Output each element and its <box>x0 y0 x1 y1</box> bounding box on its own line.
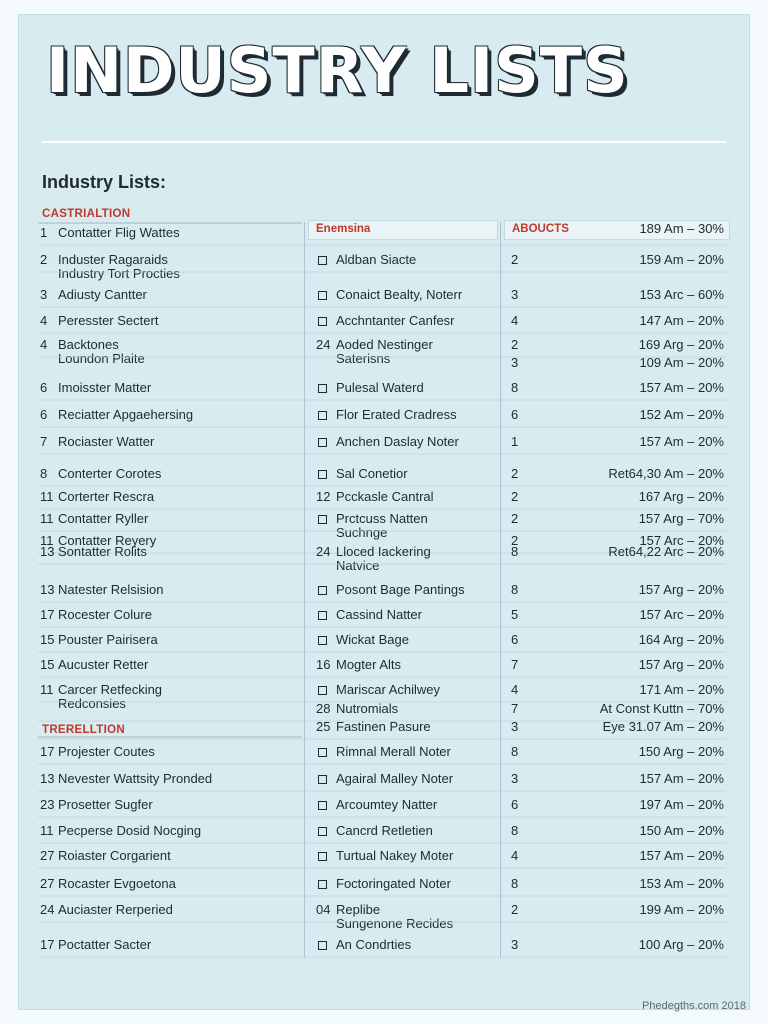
row-divider <box>38 356 726 358</box>
checkbox-icon[interactable] <box>318 827 327 836</box>
row-number: 13 <box>40 544 55 559</box>
row-qty-secondary: 3 <box>511 355 519 370</box>
row-number: 6 <box>40 407 48 422</box>
page-title: INDUSTRY LISTS <box>46 34 629 107</box>
row-name-secondary: Redconsies <box>58 696 126 711</box>
row-item: Pcckasle Cantral <box>336 489 434 504</box>
row-item: Mariscar Achilwey <box>336 682 441 697</box>
row-name: Poctatter Sacter <box>58 937 152 952</box>
row-name: Imoisster Matter <box>58 380 152 395</box>
row-value: 157 Arg – 20% <box>638 582 724 597</box>
row-value: Ret64,30 Am – 20% <box>608 466 724 481</box>
row-value: 157 Arg – 70% <box>638 511 724 526</box>
row-number: 27 <box>40 876 55 891</box>
row-qty: 8 <box>511 380 519 395</box>
row-qty: 8 <box>511 823 519 838</box>
row-value: 199 Am – 20% <box>639 902 724 917</box>
row-qty: 2 <box>511 489 519 504</box>
row-value: 150 Arg – 20% <box>638 744 724 759</box>
row-item-secondary: Natvice <box>336 558 380 573</box>
row-code: 04 <box>316 902 331 917</box>
row-number: 11 <box>40 682 54 697</box>
row-number: 11 <box>40 489 54 504</box>
row-number: 7 <box>40 434 48 449</box>
row-qty: 7 <box>511 701 519 716</box>
row-name: Nevester Wattsity Pronded <box>58 771 213 786</box>
row-name: Reciatter Apgaehersing <box>58 407 194 422</box>
row-divider <box>38 816 726 818</box>
row-name: Carcer Retfecking <box>58 682 163 697</box>
row-name: Pecperse Dosid Nocging <box>58 823 202 838</box>
row-item: Pulesal Waterd <box>336 380 424 395</box>
title-divider <box>42 141 726 143</box>
row-name: Peresster Sectert <box>58 313 159 328</box>
row-item: Agairal Malley Noter <box>336 771 454 786</box>
footer-credit: Phedegths.com 2018 <box>642 1000 746 1012</box>
row-number: 11 <box>40 823 54 838</box>
row-divider <box>38 601 726 603</box>
row-qty: 2 <box>511 337 519 352</box>
row-value: 150 Am – 20% <box>639 823 724 838</box>
row-number: 11 <box>40 511 54 526</box>
row-qty: 1 <box>511 434 519 449</box>
row-item: Wickat Bage <box>336 632 409 647</box>
row-number: 17 <box>40 937 55 952</box>
row-name: Contatter Ryller <box>58 511 149 526</box>
page-subtitle: Industry Lists: <box>42 172 167 192</box>
row-item: Flor Erated Cradress <box>336 407 457 422</box>
row-divider <box>38 485 726 487</box>
row-item: Posont Bage Pantings <box>336 582 465 597</box>
row-qty: 8 <box>511 744 519 759</box>
header-right: ABOUCTS <box>512 223 569 235</box>
checkbox-icon[interactable] <box>318 470 327 479</box>
row-qty: 8 <box>511 582 519 597</box>
row-value: 100 Arg – 20% <box>638 937 724 952</box>
row-divider <box>38 508 726 510</box>
row-number: 13 <box>40 582 55 597</box>
row-qty: 6 <box>511 407 519 422</box>
checkbox-icon[interactable] <box>318 411 327 420</box>
row-item: Arcoumtey Natter <box>336 797 438 812</box>
row-number: 17 <box>40 607 55 622</box>
row-item: Anchen Daslay Noter <box>336 434 459 449</box>
header-rule <box>38 222 302 224</box>
row-item: Cassind Natter <box>336 607 422 622</box>
row-name: Contatter Flig Wattes <box>58 225 180 240</box>
row-qty: 7 <box>511 657 519 672</box>
row-number: 24 <box>40 902 55 917</box>
row-code: 24 <box>316 337 331 352</box>
row-divider <box>38 676 726 678</box>
row-value: 153 Am – 20% <box>639 876 724 891</box>
checkbox-icon[interactable] <box>318 611 327 620</box>
row-value: 171 Am – 20% <box>639 682 724 697</box>
row-divider <box>38 651 726 653</box>
row-item: Replibe <box>336 902 381 917</box>
row-value: 164 Arg – 20% <box>638 632 724 647</box>
row-item: Rimnal Merall Noter <box>336 744 451 759</box>
row-qty: 2 <box>511 533 519 548</box>
row-name: Aucuster Retter <box>58 657 149 672</box>
checkbox-icon[interactable] <box>318 801 327 810</box>
row-code: 28 <box>316 701 331 716</box>
row-divider <box>38 271 726 273</box>
row-divider <box>38 332 726 334</box>
row-name: Prosetter Sugfer <box>58 797 153 812</box>
row-item: Turtual Nakey Moter <box>336 848 454 863</box>
row-name: Projester Coutes <box>58 744 155 759</box>
row-number: 4 <box>40 313 48 328</box>
row-divider <box>38 867 726 869</box>
row-divider <box>38 530 726 532</box>
row-name: Sontatter Rolits <box>58 544 147 559</box>
row-value: 157 Arg – 20% <box>638 657 724 672</box>
row-value: Eye 31.07 Am – 20% <box>602 719 724 734</box>
row-divider <box>38 895 726 897</box>
row-number: 3 <box>40 287 48 302</box>
row-number: 23 <box>40 797 55 812</box>
row-value: 147 Am – 20% <box>639 313 724 328</box>
row-qty: 2 <box>511 902 519 917</box>
row-divider <box>38 399 726 401</box>
checkbox-icon[interactable] <box>318 384 327 393</box>
row-item: Lloced Iackering <box>336 544 431 559</box>
row-item: Nutromials <box>336 701 399 716</box>
row-qty: 2 <box>511 466 519 481</box>
row-name: Rocaster Evgoetona <box>58 876 176 891</box>
row-qty: 4 <box>511 313 519 328</box>
row-divider <box>38 426 726 428</box>
row-item: Fastinen Pasure <box>336 719 431 734</box>
row-divider <box>38 763 726 765</box>
row-item: Mogter Alts <box>336 657 402 672</box>
row-code: 24 <box>316 544 331 559</box>
row-number: 6 <box>40 380 48 395</box>
row-name: Pouster Pairisera <box>58 632 158 647</box>
row-value: 153 Arc – 60% <box>639 287 724 302</box>
row-value: Ret64,22 Arc – 20% <box>608 544 724 559</box>
checkbox-icon[interactable] <box>318 586 327 595</box>
row-item: Sal Conetior <box>336 466 408 481</box>
row-name-secondary: Loundon Plaite <box>58 351 145 366</box>
row-number: 15 <box>40 657 55 672</box>
checkbox-icon[interactable] <box>318 438 327 447</box>
row-value: 152 Am – 20% <box>639 407 724 422</box>
row-divider <box>38 842 726 844</box>
row-qty: 6 <box>511 632 519 647</box>
section-label-first: CASTRIALTION <box>42 208 131 220</box>
row-code: 16 <box>316 657 331 672</box>
row-value-secondary: 109 Am – 20% <box>639 355 724 370</box>
row-item: Aldban Siacte <box>336 252 417 267</box>
row-name: Induster Ragaraids <box>58 252 168 267</box>
row-qty: 8 <box>511 876 519 891</box>
row-name: Backtones <box>58 337 119 352</box>
row-item: Prctcuss Natten <box>336 511 428 526</box>
row-number: 17 <box>40 744 55 759</box>
row-name: Rocester Colure <box>58 607 152 622</box>
row-name: Corterter Rescra <box>58 489 155 504</box>
row-number: 2 <box>40 252 48 267</box>
header-middle: Enemsina <box>316 223 371 235</box>
row-name: Conterter Corotes <box>58 466 162 481</box>
row-name-secondary: Industry Tort Procties <box>58 266 180 281</box>
row-value: 169 Arg – 20% <box>638 337 724 352</box>
row-divider <box>38 738 726 740</box>
row-code: 12 <box>316 489 331 504</box>
row-divider <box>38 956 726 958</box>
row-qty: 3 <box>511 719 519 734</box>
row-value: At Const Kuttn – 70% <box>599 701 724 716</box>
checkbox-icon[interactable] <box>318 317 327 326</box>
section-label-second: TRERELLTION <box>42 724 125 736</box>
row-qty: 5 <box>511 607 519 622</box>
row-value: 157 Am – 20% <box>639 848 724 863</box>
row-item: Acchntanter Canfesr <box>336 313 455 328</box>
row-qty: 2 <box>511 511 519 526</box>
row-divider <box>38 306 726 308</box>
row-divider <box>38 790 726 792</box>
row-item-secondary: Saterisns <box>336 351 391 366</box>
row-name: Auciaster Rerperied <box>58 902 173 917</box>
header-right-value: 189 Am – 30% <box>639 221 724 236</box>
row-item: Foctoringated Noter <box>336 876 451 891</box>
row-divider <box>38 563 726 565</box>
checkbox-icon[interactable] <box>318 852 327 861</box>
row-number: 4 <box>40 337 48 352</box>
row-name: Contatter Reyery <box>58 533 157 548</box>
row-value: 157 Am – 20% <box>639 380 724 395</box>
row-code: 25 <box>316 719 331 734</box>
row-item-secondary: Sungenone Recides <box>336 916 454 931</box>
row-value: 157 Am – 20% <box>639 771 724 786</box>
row-qty: 6 <box>511 797 519 812</box>
row-divider <box>38 244 726 246</box>
row-value: 157 Arc – 20% <box>639 607 724 622</box>
row-value: 157 Am – 20% <box>639 434 724 449</box>
row-name: Rociaster Watter <box>58 434 155 449</box>
row-number: 27 <box>40 848 55 863</box>
row-qty: 4 <box>511 682 519 697</box>
row-qty: 3 <box>511 287 519 302</box>
row-item-secondary: Suchnge <box>336 525 388 540</box>
checkbox-icon[interactable] <box>318 291 327 300</box>
checkbox-icon[interactable] <box>318 636 327 645</box>
row-qty: 4 <box>511 848 519 863</box>
row-item: Conaict Bealty, Noterr <box>336 287 463 302</box>
row-item: Cancrd Retletien <box>336 823 433 838</box>
row-name: Adiusty Cantter <box>58 287 147 302</box>
row-number: 15 <box>40 632 55 647</box>
checkbox-icon[interactable] <box>318 748 327 757</box>
row-item: Aoded Nestinger <box>336 337 433 352</box>
checkbox-icon[interactable] <box>318 686 327 695</box>
row-name: Natester Relsision <box>58 582 164 597</box>
row-value: 167 Arg – 20% <box>638 489 724 504</box>
row-qty: 3 <box>511 771 519 786</box>
checkbox-icon[interactable] <box>318 775 327 784</box>
row-value: 197 Am – 20% <box>639 797 724 812</box>
checkbox-icon[interactable] <box>318 256 327 265</box>
row-item: An Condrties <box>336 937 412 952</box>
row-qty: 2 <box>511 252 519 267</box>
row-number: 11 <box>40 533 54 548</box>
row-qty: 8 <box>511 544 519 559</box>
row-divider <box>38 626 726 628</box>
row-number: 8 <box>40 466 48 481</box>
row-value: 157 Arc – 20% <box>639 533 724 548</box>
row-number: 1 <box>40 225 48 240</box>
row-number: 13 <box>40 771 55 786</box>
checkbox-icon[interactable] <box>318 941 327 950</box>
row-divider <box>38 921 726 923</box>
checkbox-icon[interactable] <box>318 880 327 889</box>
row-divider <box>38 453 726 455</box>
row-name: Roiaster Corgarient <box>58 848 171 863</box>
checkbox-icon[interactable] <box>318 515 327 524</box>
row-value: 159 Am – 20% <box>639 252 724 267</box>
row-qty: 3 <box>511 937 519 952</box>
